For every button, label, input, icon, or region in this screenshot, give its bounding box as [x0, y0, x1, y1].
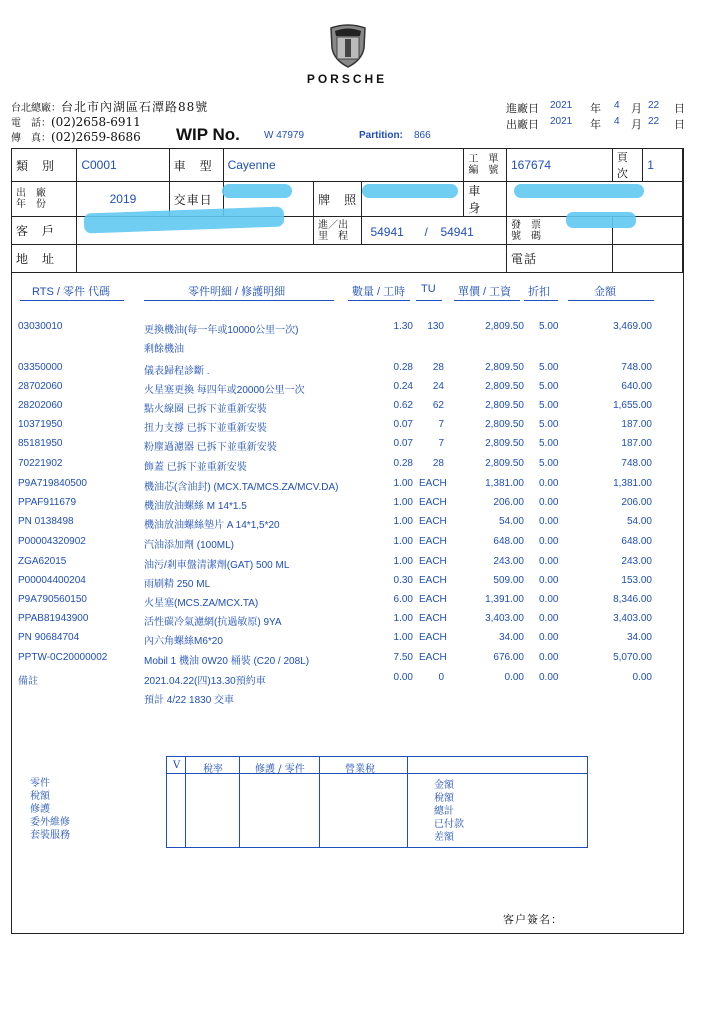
sum-head-v: V	[173, 760, 181, 771]
cell-tu: EACH	[419, 613, 447, 624]
order-label: 工 單 編 號	[464, 149, 507, 182]
cell-tu: EACH	[419, 575, 447, 586]
cell-amount: 648.00	[621, 536, 652, 547]
cell-code: 03030010	[18, 321, 63, 332]
cell-desc: 機油芯(含油封) (MCX.TA/MCS.ZA/MCV.DA)	[144, 482, 339, 493]
table-row	[0, 613, 720, 632]
cell-price: 0.00	[504, 672, 524, 683]
cell-amount: 54.00	[626, 516, 652, 527]
cell-amount: 243.00	[621, 556, 652, 567]
company-address: 台北總廠：台北市內湖區石潭路88號	[11, 100, 209, 114]
cell-qty: 1.00	[393, 536, 413, 547]
cell-amount: 187.00	[621, 438, 652, 449]
cell-desc: 更換機油(每一年或10000公里一次)	[144, 325, 299, 336]
wip-number: W 47979	[264, 130, 305, 141]
cell-code: P00004320902	[18, 536, 86, 547]
model-value: Cayenne	[223, 149, 464, 182]
cell-qty: 1.00	[393, 497, 413, 508]
redaction-plate	[362, 184, 458, 198]
cell-qty: 0.07	[393, 438, 413, 449]
cell-desc: 預計 4/22 1830 交車	[144, 695, 235, 706]
cell-amount: 5,070.00	[613, 652, 652, 663]
cell-qty: 6.00	[393, 594, 413, 605]
cell-price: 54.00	[498, 516, 524, 527]
cell-tu: EACH	[419, 556, 447, 567]
table-row	[0, 478, 720, 497]
cell-disc: 0.00	[539, 497, 559, 508]
cell-disc: 5.00	[539, 438, 559, 449]
table-row	[0, 438, 720, 457]
cell-tu: 62	[432, 400, 444, 411]
mileage-value: 54941 / 54941	[362, 217, 507, 245]
cell-disc: 5.00	[539, 419, 559, 430]
table-row	[0, 362, 720, 381]
redaction-delivery	[222, 184, 292, 198]
summary-right-label: 差額	[434, 832, 454, 843]
cell-code: 03350000	[18, 362, 63, 373]
mileage-label: 進／出 里 程	[314, 217, 362, 245]
cell-disc: 0.00	[539, 672, 559, 683]
table-row	[0, 632, 720, 651]
cell-code: P9A719840500	[18, 478, 87, 489]
cell-amount: 34.00	[626, 632, 652, 643]
cell-desc: 機油放油螺絲 M 14*1.5	[144, 501, 247, 512]
table-row	[0, 321, 720, 340]
cell-tu: 24	[432, 381, 444, 392]
cell-code: 28202060	[18, 400, 63, 411]
cell-desc: 內六角螺絲M6*20	[144, 636, 223, 647]
summary-right-label: 總計	[434, 806, 454, 817]
col-price: 單價 / 工資	[458, 286, 512, 298]
cell-qty: 1.00	[393, 556, 413, 567]
cell-qty: 1.00	[393, 613, 413, 624]
col-desc: 零件明細 / 修護明細	[188, 286, 286, 298]
cell-desc: 儀表歸程診斷 .	[144, 366, 210, 377]
cell-code: PPTW-0C20000002	[18, 652, 108, 663]
cell-amount: 1,381.00	[613, 478, 652, 489]
cell-tu: 7	[438, 419, 444, 430]
cell-disc: 5.00	[539, 400, 559, 411]
cell-price: 2,809.50	[485, 419, 524, 430]
cell-amount: 1,655.00	[613, 400, 652, 411]
customer-label: 客 戶	[12, 217, 77, 245]
col-disc: 折扣	[528, 286, 550, 298]
col-qty: 數量 / 工時	[352, 286, 406, 298]
cell-price: 648.00	[493, 536, 524, 547]
brand-wordmark: PORSCHE	[306, 72, 388, 86]
cell-code: PPAF911679	[18, 497, 77, 508]
cell-amount: 206.00	[621, 497, 652, 508]
cell-desc: 點火線圈 已拆下並重新安裝	[144, 404, 267, 415]
summary-right-label: 金額	[434, 780, 454, 791]
sum-head-tax: 營業稅	[345, 764, 375, 775]
table-row	[0, 575, 720, 594]
cell-code: P9A790560150	[18, 594, 87, 605]
cell-tu: EACH	[419, 536, 447, 547]
cell-tu: EACH	[419, 632, 447, 643]
table-row	[0, 458, 720, 477]
cell-price: 2,809.50	[485, 438, 524, 449]
cell-desc: 機油放油螺絲墊片 A 14*1,5*20	[144, 520, 280, 531]
table-row	[0, 536, 720, 555]
table-row	[0, 400, 720, 419]
cell-disc: 0.00	[539, 594, 559, 605]
cell-amount: 748.00	[621, 458, 652, 469]
summary-left-label: 稅額	[30, 791, 50, 802]
cell-amount: 748.00	[621, 362, 652, 373]
cell-code: 28702060	[18, 381, 63, 392]
cell-code: 70221902	[18, 458, 63, 469]
cell-price: 509.00	[493, 575, 524, 586]
cell-desc: 火星塞(MCS.ZA/MCX.TA)	[144, 598, 259, 609]
cell-code: PN 0138498	[18, 516, 74, 527]
cell-qty: 0.28	[393, 458, 413, 469]
partition-value: 866	[414, 130, 431, 141]
cell-disc: 5.00	[539, 362, 559, 373]
redaction-vin	[514, 184, 644, 198]
partition-label: Partition:	[359, 130, 403, 141]
cell-price: 676.00	[493, 652, 524, 663]
cell-price: 3,403.00	[485, 613, 524, 624]
cell-disc: 5.00	[539, 321, 559, 332]
cell-disc: 0.00	[539, 516, 559, 527]
cell-tu: 130	[427, 321, 444, 332]
cell-desc: 飾蓋 已拆下並重新安裝	[144, 462, 247, 473]
cell-qty: 0.62	[393, 400, 413, 411]
summary-right-label: 已付款	[434, 819, 464, 830]
wip-title: WIP No.	[176, 125, 240, 144]
cell-price: 2,809.50	[485, 400, 524, 411]
page-value: 1	[643, 149, 683, 182]
year-value: 2019	[77, 182, 169, 217]
cell-disc: 0.00	[539, 575, 559, 586]
cell-price: 2,809.50	[485, 458, 524, 469]
summary-left-label: 修護	[30, 804, 50, 815]
cell-desc: 活性碳冷氣濾網(抗過敏原) 9YA	[144, 617, 282, 628]
vin-label: 車 身	[464, 182, 507, 217]
delivery-label: 交車日	[169, 182, 223, 217]
cell-qty: 0.00	[393, 672, 413, 683]
page-label: 頁次	[612, 149, 642, 182]
cell-desc: 2021.04.22(四)13.30預約車	[144, 676, 266, 687]
cell-desc: 剩餘機油	[144, 344, 184, 355]
cell-code: 10371950	[18, 419, 63, 430]
table-row	[0, 652, 720, 671]
cell-amount: 3,469.00	[613, 321, 652, 332]
table-row	[0, 672, 720, 691]
tel-label: 電話	[507, 245, 613, 273]
col-amount: 金額	[594, 286, 616, 298]
date-out: 出廠日 2021 年 4 月 22 日	[506, 116, 685, 131]
cell-qty: 0.30	[393, 575, 413, 586]
cell-tu: EACH	[419, 652, 447, 663]
cell-price: 2,809.50	[485, 321, 524, 332]
cell-desc: 汽油添加劑 (100ML)	[144, 540, 235, 551]
table-row	[0, 497, 720, 516]
cell-disc: 0.00	[539, 613, 559, 624]
cell-tu: EACH	[419, 594, 447, 605]
invoice-label: 發 票 號 碼	[507, 217, 613, 245]
cell-qty: 1.00	[393, 632, 413, 643]
signature-label: 客户簽名：	[503, 913, 563, 926]
cell-disc: 0.00	[539, 478, 559, 489]
sum-head-repair-parts: 修護 / 零件	[255, 764, 305, 775]
order-value: 167674	[507, 149, 613, 182]
col-tu: TU	[421, 283, 436, 295]
cell-desc: Mobil 1 機油 0W20 桶裝 (C20 / 208L)	[144, 656, 310, 667]
cell-disc: 5.00	[539, 381, 559, 392]
year-label: 出 廠 年 份	[12, 182, 77, 217]
address-label: 地 址	[12, 245, 77, 273]
cell-price: 243.00	[493, 556, 524, 567]
cell-amount: 8,346.00	[613, 594, 652, 605]
cell-desc: 火星塞更換 每四年或20000公里一次	[144, 385, 305, 396]
cell-disc: 0.00	[539, 632, 559, 643]
cell-price: 1,381.00	[485, 478, 524, 489]
summary-left-label: 委外維修	[30, 817, 70, 828]
cell-tu: EACH	[419, 516, 447, 527]
summary-right-label: 稅額	[434, 793, 454, 804]
cell-price: 1,391.00	[485, 594, 524, 605]
sum-head-rate: 稅率	[203, 764, 223, 775]
cell-desc: 雨刷精 250 ML	[144, 579, 211, 590]
cell-tu: 0	[438, 672, 444, 683]
cell-tu: 7	[438, 438, 444, 449]
cell-code: 85181950	[18, 438, 63, 449]
table-row	[0, 691, 720, 710]
col-code: RTS / 零件 代碼	[32, 286, 111, 298]
table-row	[0, 516, 720, 535]
cell-qty: 1.00	[393, 478, 413, 489]
cell-price: 34.00	[498, 632, 524, 643]
cell-disc: 5.00	[539, 458, 559, 469]
date-in: 進廠日 2021 年 4 月 22 日	[506, 100, 685, 115]
cell-qty: 0.28	[393, 362, 413, 373]
plate-label: 牌 照	[314, 182, 362, 217]
company-phone: 電 話：(02)2658-6911	[11, 115, 141, 129]
summary-left-label: 零件	[30, 778, 50, 789]
cell-disc: 0.00	[539, 556, 559, 567]
cell-amount: 153.00	[621, 575, 652, 586]
cell-desc: 粉塵過濾器 已拆下並重新安裝	[144, 442, 277, 453]
cell-qty: 1.30	[393, 321, 413, 332]
cell-amount: 640.00	[621, 381, 652, 392]
cell-qty: 1.00	[393, 516, 413, 527]
cell-tu: 28	[432, 458, 444, 469]
cell-price: 2,809.50	[485, 362, 524, 373]
category-label: 類 別	[12, 149, 77, 182]
table-row	[0, 594, 720, 613]
cell-desc: 扭力支撐 已拆下並重新安裝	[144, 423, 267, 434]
company-fax: 傳 真：(02)2659-8686	[11, 130, 141, 144]
cell-price: 2,809.50	[485, 381, 524, 392]
cell-code: 備註	[18, 676, 38, 687]
cell-disc: 0.00	[539, 536, 559, 547]
cell-qty: 7.50	[393, 652, 413, 663]
model-label: 車 型	[169, 149, 223, 182]
cell-qty: 0.07	[393, 419, 413, 430]
table-row	[0, 556, 720, 575]
cell-amount: 187.00	[621, 419, 652, 430]
category-value: C0001	[77, 149, 169, 182]
table-row	[0, 381, 720, 400]
cell-code: P00004400204	[18, 575, 86, 586]
table-row	[0, 340, 720, 359]
table-row	[0, 419, 720, 438]
cell-amount: 3,403.00	[613, 613, 652, 624]
summary-box	[166, 756, 588, 848]
cell-code: PN 90684704	[18, 632, 80, 643]
cell-tu: 28	[432, 362, 444, 373]
cell-price: 206.00	[493, 497, 524, 508]
cell-tu: EACH	[419, 497, 447, 508]
cell-amount: 0.00	[632, 672, 652, 683]
porsche-crest-logo	[328, 22, 368, 68]
cell-code: PPAB81943900	[18, 613, 89, 624]
cell-qty: 0.24	[393, 381, 413, 392]
cell-disc: 0.00	[539, 652, 559, 663]
cell-tu: EACH	[419, 478, 447, 489]
cell-code: ZGA62015	[18, 556, 67, 567]
summary-left-label: 套裝服務	[30, 830, 70, 841]
redaction-invoice	[566, 212, 636, 228]
cell-desc: 油污/剎車盤清潔劑(GAT) 500 ML	[144, 560, 290, 571]
